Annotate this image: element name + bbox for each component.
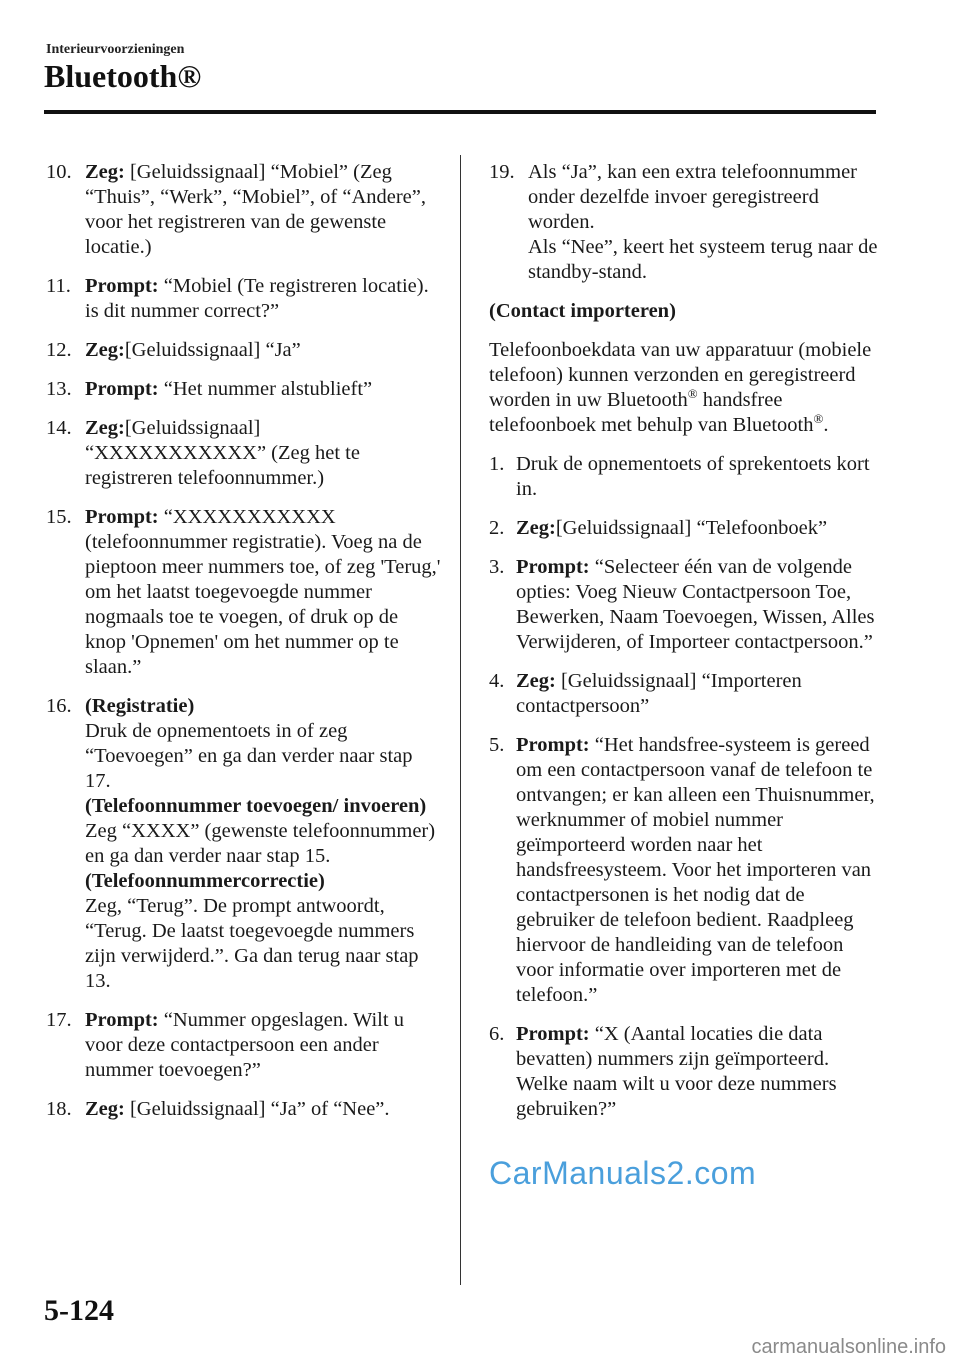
step-text: [Geluidssignaal] “Ja” of “Nee”.: [124, 1098, 390, 1120]
step-number: 16.: [46, 695, 72, 717]
step-body: [85, 377, 442, 402]
step-text: “X (Aantal locaties die data bevatten) nummers zijn geïmporteerd. Welke naam wilt u voor deze nummers gebruiken?”: [516, 1023, 837, 1120]
step-body: [516, 669, 881, 719]
step-keyword: Prompt:: [516, 734, 590, 756]
step-number: 14.: [46, 417, 72, 439]
step-text: [Geluidssignaal] “Ja”: [124, 339, 301, 361]
step-body: [85, 160, 442, 260]
step-number: 18.: [46, 1098, 72, 1120]
step-number: 1.: [489, 453, 505, 475]
step-text: [Geluidssignaal] “Mobiel” (Zeg “Thuis”, “Werk”, “Mobiel”, of “Andere”, voor het registreren van de gewenste locatie.): [85, 161, 426, 258]
step-number: 11.: [46, 275, 71, 297]
step-body: [85, 274, 442, 324]
step-body: [516, 516, 881, 541]
step-number: 4.: [489, 670, 505, 692]
step-item: [46, 274, 442, 324]
step-item: [46, 1097, 442, 1122]
step-text: Zeg “XXXX” (gewenste telefoonnummer) en ga dan verder naar stap 15.: [85, 820, 436, 867]
subheading-registratie: (Registratie): [85, 695, 195, 717]
step-item: [46, 338, 442, 363]
step-keyword: Zeg:: [516, 670, 556, 692]
subheading-telefoonnummer-toevoegen: (Telefoonnummer toevoegen/ invoeren): [85, 795, 427, 817]
step-text: “Het handsfree-systeem is gereed om een contactpersoon vanaf de telefoon te ontvangen; er kan alleen een Thuisnummer, werknummer of mobiel nummer geïmporteerd worden naar het handsfreesysteem. Voor het importeren van contactpersonen is het nodig dat de gebruiker de telefoon bedient. Raadpleeg hiervoor de handleiding van de telefoon voor informatie over importeren met de telefoon.”: [516, 734, 875, 1006]
step-body: [528, 160, 881, 285]
step-number: 17.: [46, 1009, 72, 1031]
step-body: [516, 555, 881, 655]
step-text: [Geluidssignaal] “XXXXXXXXXXX” (Zeg het te registreren telefoonnummer.): [85, 417, 360, 489]
step-16: [46, 694, 442, 994]
step-number: 5.: [489, 734, 505, 756]
step-number: 13.: [46, 378, 72, 400]
left-column: [46, 160, 442, 1136]
step-text: Als “Nee”, keert het systeem terug naar de standby-stand.: [528, 236, 878, 283]
registered-mark: ®: [813, 411, 824, 427]
step-keyword: Prompt:: [516, 556, 590, 578]
footer-watermark: carmanualsonline.info: [751, 1336, 946, 1358]
step-body: [85, 694, 442, 994]
section-heading-contact-importeren: (Contact importeren): [489, 300, 676, 322]
step-item: [489, 733, 881, 1008]
step-keyword: Prompt:: [85, 506, 159, 528]
step-body: [85, 1097, 442, 1122]
step-number: 3.: [489, 556, 505, 578]
step-body: [85, 1008, 442, 1083]
column-divider: [460, 155, 461, 1285]
step-number: 6.: [489, 1023, 505, 1045]
step-text: [Geluidssignaal] “Importeren contactpersoon”: [516, 670, 802, 717]
step-number: 10.: [46, 161, 72, 183]
step-keyword: Prompt:: [85, 275, 159, 297]
step-keyword: Zeg:: [85, 339, 125, 361]
step-body: [85, 416, 442, 491]
step-text: Zeg, “Terug”. De prompt antwoordt, “Terug. De laatst toegevoegde nummers zijn verwijderd.”. Ga dan terug naar stap 13.: [85, 895, 419, 992]
step-item: [489, 669, 881, 719]
intro-text: handsfree telefoonboek met behulp van Bluetooth: [489, 389, 814, 436]
intro-text: .: [823, 414, 829, 436]
step-item: [489, 555, 881, 655]
step-keyword: Prompt:: [516, 1023, 590, 1045]
step-body: [85, 338, 442, 363]
step-text: “Selecteer één van de volgende opties: Voeg Nieuw Contactpersoon Toe, Bewerken, Naam Toevoegen, Wissen, Alles Verwijderen, of Importeer contactpersoon.”: [516, 556, 875, 653]
step-number: 12.: [46, 339, 72, 361]
step-item: [46, 505, 442, 680]
step-item: [489, 516, 881, 541]
step-1: [489, 452, 881, 502]
step-text: [Geluidssignaal] “Telefoonboek”: [555, 517, 828, 539]
step-item: [46, 160, 442, 260]
step-body: [516, 1022, 881, 1122]
subheading-correctie: (Telefoonnummercorrectie): [85, 870, 325, 892]
step-text: “Het nummer alstublieft”: [158, 378, 373, 400]
step-text: “Mobiel (Te registreren locatie). is dit nummer correct?”: [85, 275, 429, 322]
step-text: “Nummer opgeslagen. Wilt u voor deze contactpersoon een ander nummer toevoegen?”: [85, 1009, 404, 1081]
page-title: Bluetooth®: [44, 58, 202, 94]
step-text: Druk de opnementoets in of zeg “Toevoegen” en ga dan verder naar stap 17.: [85, 720, 413, 792]
step-text: Als “Ja”, kan een extra telefoonnummer onder dezelfde invoer geregistreerd worden.: [528, 161, 858, 233]
import-intro: [489, 338, 881, 438]
right-column: [489, 160, 881, 1136]
registered-mark: ®: [687, 386, 698, 402]
step-keyword: Prompt:: [85, 1009, 159, 1031]
step-keyword: Zeg:: [85, 161, 125, 183]
step-keyword: Zeg:: [516, 517, 556, 539]
step-item: [46, 1008, 442, 1083]
step-keyword: Zeg:: [85, 1098, 125, 1120]
step-item: [46, 377, 442, 402]
step-item: [489, 1022, 881, 1122]
step-text: “XXXXXXXXXXX (telefoonnummer registratie). Voeg na de pieptoon meer nummers toe, of zeg 'Terug,' om het laatst toegevoegde nummer nogmaals toe te voegen, of druk op de knop 'Opnemen' om het nummer op te slaan.”: [85, 506, 441, 678]
page-number: 5-124: [44, 1294, 114, 1327]
header-rule: [44, 110, 876, 114]
step-keyword: Prompt:: [85, 378, 159, 400]
step-keyword: Zeg:: [85, 417, 125, 439]
step-number: 19.: [489, 161, 515, 183]
step-number: 2.: [489, 517, 505, 539]
carmanuals-watermark: CarManuals2.com: [489, 1155, 757, 1191]
intro-text: Telefoonboekdata van uw apparatuur (mobiele telefoon) kunnen verzonden en geregistreerd worden in uw Bluetooth: [489, 339, 872, 411]
section-label: Interieurvoorzieningen: [46, 42, 185, 57]
step-body: [85, 505, 442, 680]
step-19: [489, 160, 881, 285]
step-body: [516, 733, 881, 1008]
step-text: Druk de opnementoets of sprekentoets kort in.: [516, 453, 870, 500]
step-number: 15.: [46, 506, 72, 528]
step-item: [46, 416, 442, 491]
